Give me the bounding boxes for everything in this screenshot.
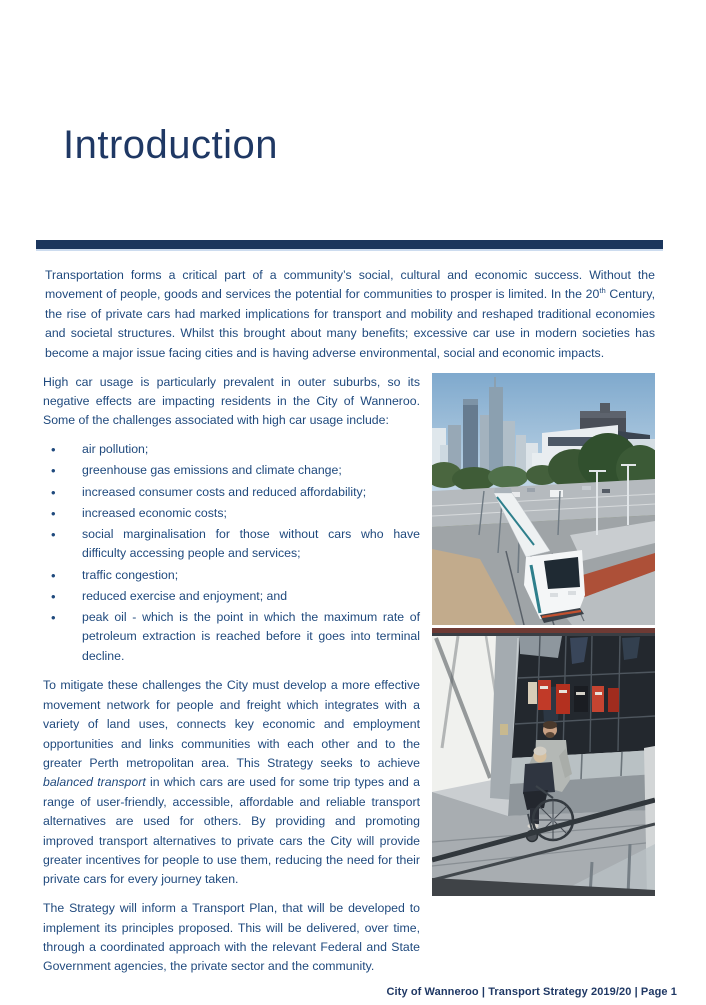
paragraph-transportation-text-a: Transportation forms a critical part of a community’s social, cultural and economic success. Without the movement of people, goods and services the potential for communities to prosper is limited. In the 20	[45, 268, 655, 302]
paragraph-transportation-text-b: Century, the rise of private cars had marked implications for transport and mobility and reshaped traditional economies and societal structures. Whilst this brought about many benefits; excessive car use in modern societies has become a major issue facing cities and is having adverse environmental, social and economic impacts.	[45, 287, 655, 360]
page-footer: City of Wanneroo | Transport Strategy 2019/20 | Page 1	[386, 986, 677, 998]
text-column	[43, 373, 420, 977]
bullet-air-pollution: • air pollution;	[43, 440, 420, 459]
balanced-transport-italic: balanced transport	[43, 775, 146, 790]
bullet-consumer-costs: • increased consumer costs and reduced affordability;	[43, 483, 420, 502]
bullet-peak-oil: • peak oil - which is the point in which the maximum rate of petroleum extraction is reached before it goes into terminal decline.	[43, 608, 420, 666]
ordinal-superscript: th	[599, 286, 606, 296]
title-divider-bar	[36, 240, 663, 249]
paragraph-mitigate-text-a: To mitigate these challenges the City must develop a more effective movement network for people and freight which integrates with a variety of land uses, connects key economic and employment opportunities and links communities with each other and to the greater Perth metropolitan area. This Strategy seeks to achieve	[43, 678, 420, 770]
challenges-bullet-list	[43, 440, 420, 666]
bullet-greenhouse: • greenhouse gas emissions and climate change;	[43, 461, 420, 480]
train-city-photo	[432, 373, 655, 625]
paragraph-transportation	[45, 266, 655, 363]
wheelchair-ramp-photo	[432, 628, 655, 896]
bullet-social-marginalisation: • social marginalisation for those without cars who have difficulty accessing people and services;	[43, 525, 420, 564]
image-column	[432, 373, 655, 899]
bullet-economic-costs: • increased economic costs;	[43, 504, 420, 523]
bullet-reduced-exercise: • reduced exercise and enjoyment; and	[43, 587, 420, 606]
paragraph-high-car-usage: High car usage is particularly prevalent in outer suburbs, so its negative effects are impacting residents in the City of Wanneroo. Some of the challenges associated with high car usage include:	[43, 374, 420, 428]
paragraph-mitigate-text-b: in which cars are used for some trip types and a range of user-friendly, accessible, affordable and reliable transport alternatives are used for others. By providing and promoting improved transport alternatives to private cars the City will provide greater incentives for people to use them, reducing the need for their private cars for every journey taken.	[43, 775, 420, 887]
bullet-traffic-congestion: • traffic congestion;	[43, 566, 420, 585]
page-title: Introduction	[63, 123, 279, 167]
document-page	[43, 0, 655, 977]
paragraph-mitigate	[43, 676, 420, 889]
paragraph-strategy-plan: The Strategy will inform a Transport Plan, that will be developed to implement its principles proposed. This will be delivered, over time, through a coordinated approach with the relevant Federal and State Government agencies, the private sector and the community.	[43, 901, 420, 974]
two-column-section	[43, 373, 655, 977]
